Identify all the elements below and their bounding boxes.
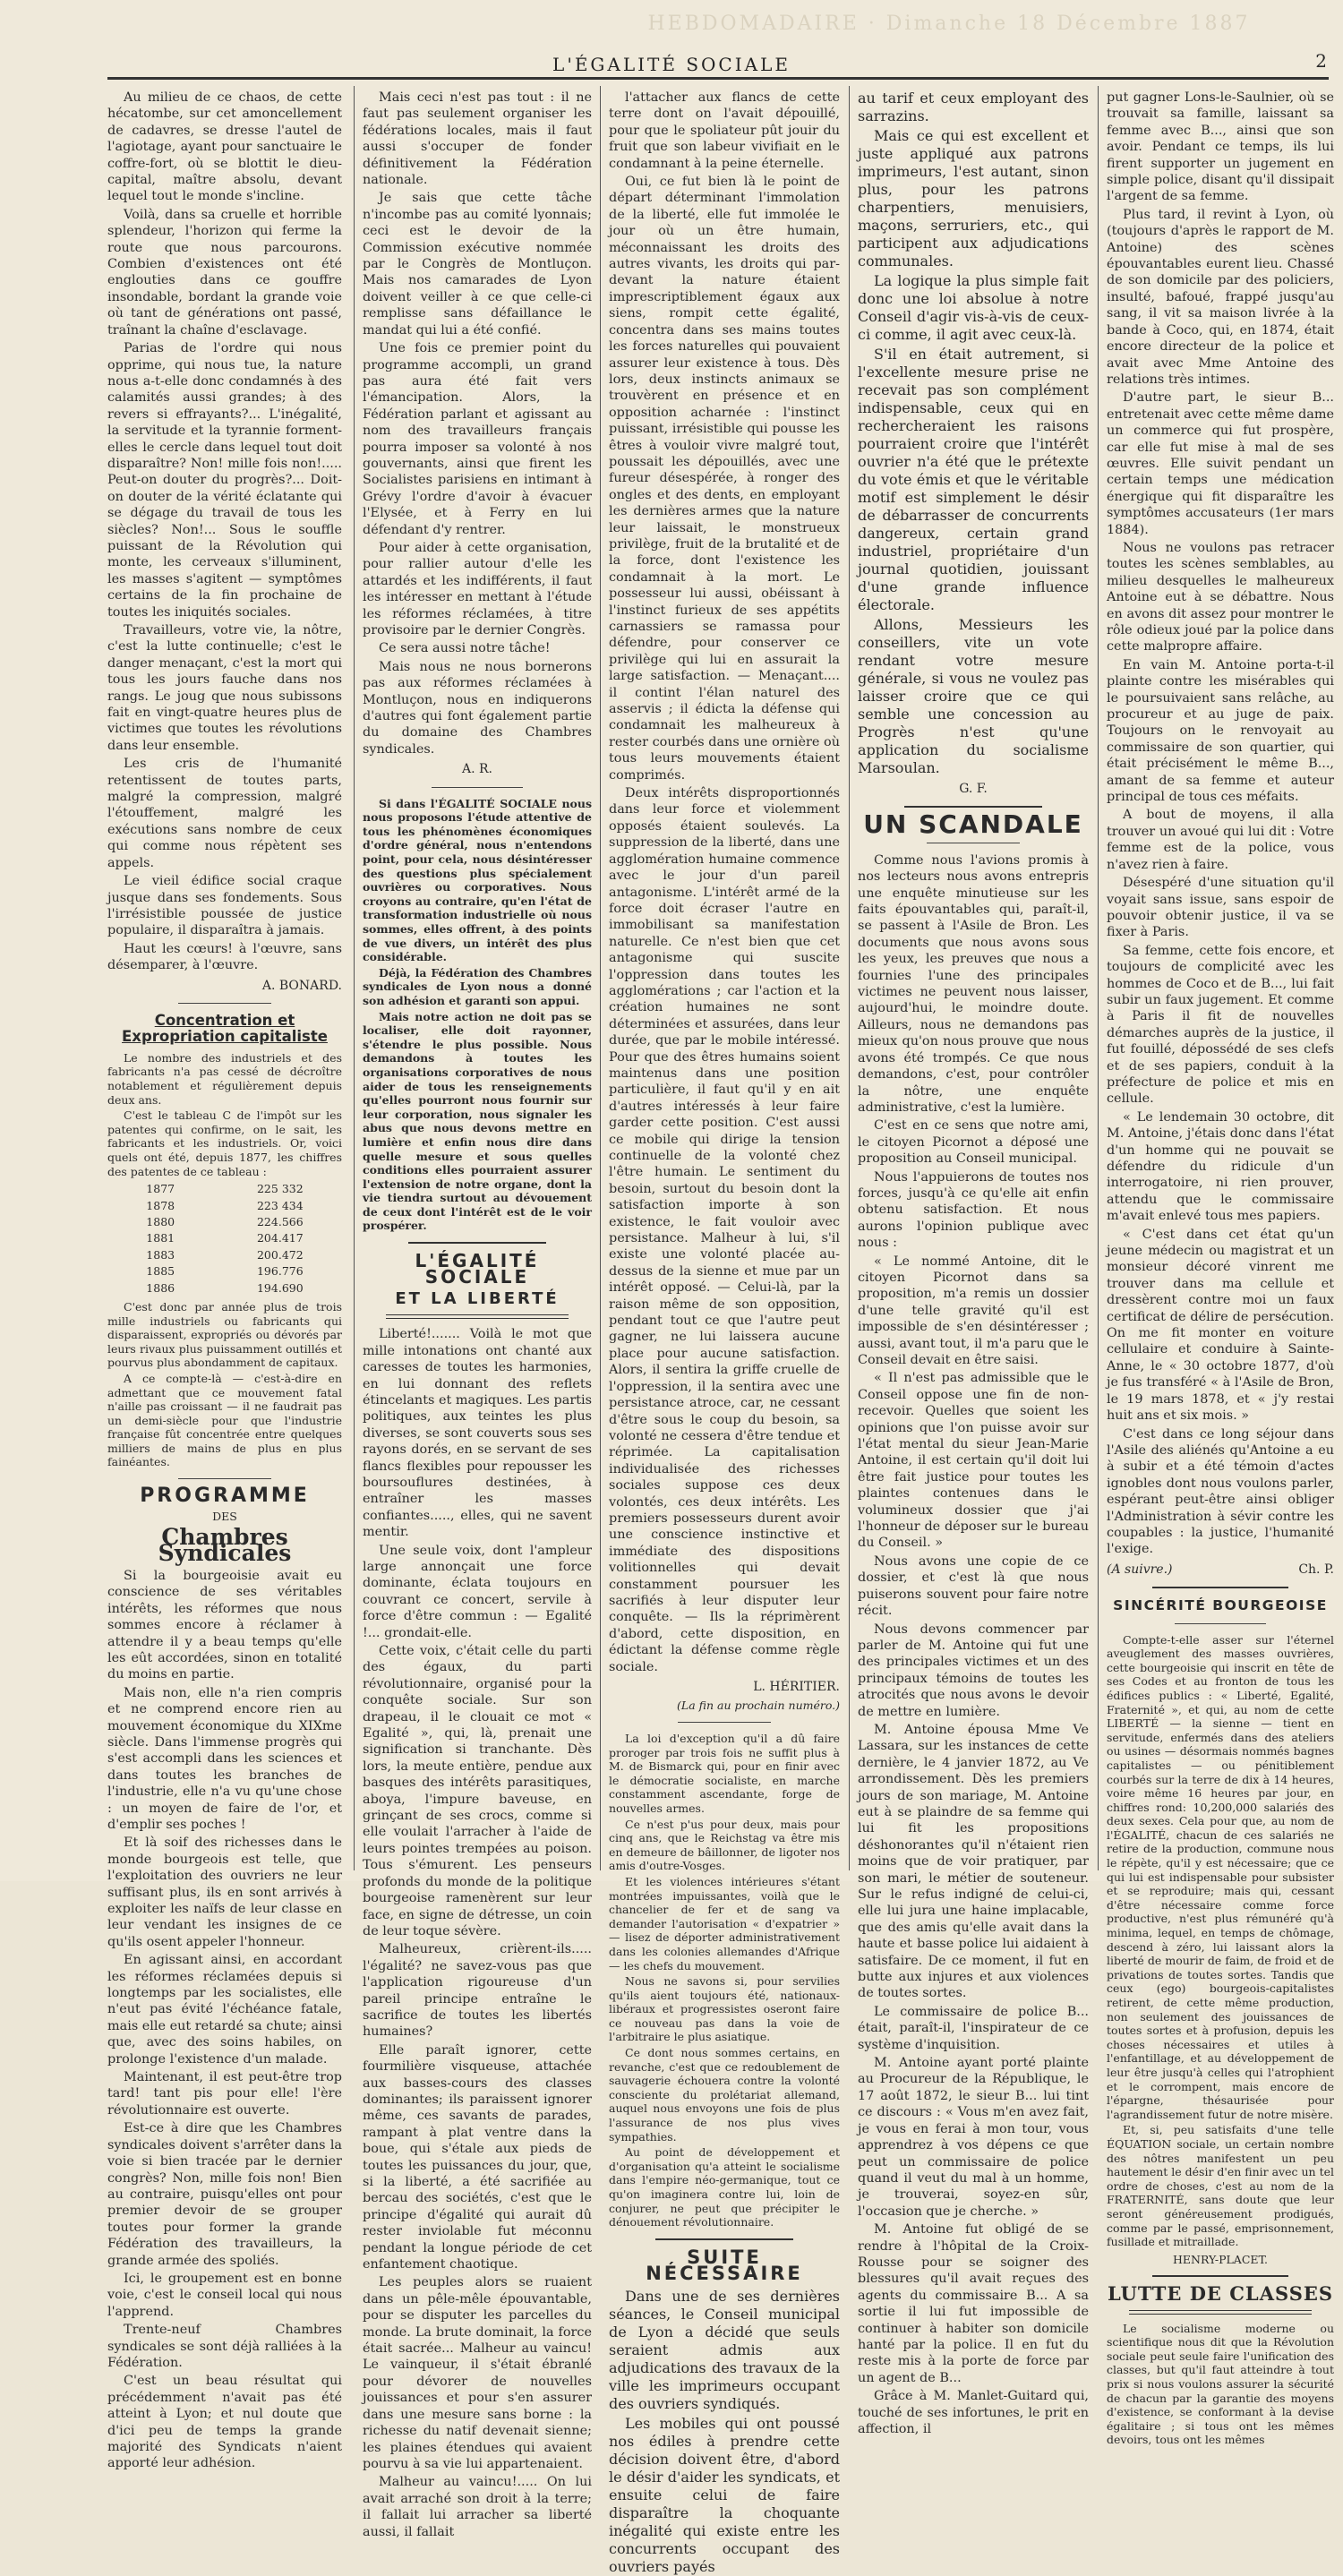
masthead [0,0,1343,75]
paragraph: Si dans l'ÉGALITÉ SOCIALE nous nous proposons l'étude attentive de tous les phénomènes économiques d'ordre général, nous n'entendons point, pour cela, nous désintéresser des questions plus spécialement ouvrières ou corporatives. Nous croyons au contraire, qu'en l'état de transformation industrielle où nous sommes, elles offrent, à des points de vue divers, un intérêt des plus considérable. [363,796,592,964]
paragraph: Dans une de ses dernières séances, le Conseil municipal de Lyon a décidé que seuls seraient admis aux adjudications des travaux de la ville les imprimeurs occupant des ouvriers syndiqués. [609,2287,840,2412]
paragraph: Les cris de l'humanité retentissent de toutes parts, malgré la compression, malgré l'étouffement, malgré les exécutions sans nombre de ceux qui comme nous répètent ses appels. [107,757,342,870]
paragraph: Une fois ce premier point du programme accompli, un grand pas aura été fait vers l'émancipation. Alors, la Fédération parlant et agissant au nom des travailleurs français pourra imposer sa volonté à nos gouvernants, ainsi que firent les Socialistes parisiens en intimant à Grévy l'ordre d'avoir à évacuer l'Elysée, et à Ferry en lui défendant d'y rentrer. [363,341,592,537]
year-cell: 1881 [146,1231,175,1245]
paragraph: Ce n'est p'us pour deux, mais pour cinq ans, que le Reichstag va être mis en demeure de bâillonner, de ligoter nos amis d'outre-Vosges. [609,1817,840,1873]
heading-egalite-sociale: L'ÉGALITÉ SOCIALE [415,1250,540,1288]
paragraph: Nous ne savons si, pour servilies qu'ils aient toujours été, nationaux-libéraux et progressistes oseront faire ce nouveau pas dans la voie de l'arbitraire le plus asiatique. [609,1974,840,2044]
paragraph: Ce dont nous sommes certains, en revanche, c'est que ce redoublement de sauvagerie échouera contre la volonté consciente du prolétariat allemand, auquel nous envoyons une fois de plus l'assurance de nos plus vives sympathies. [609,2046,840,2144]
paragraph: C'est dans ce long séjour dans l'Asile des aliénés qu'Antoine a eu à subir et a été témoin d'actes ignobles dont nous voulons parler, espérant peut-être ainsi obliger l'Administration à sévir contre les coupables : la justice, l'humanité l'exige. [1107,1426,1334,1557]
paragraph: Oui, ce fut bien là le point de départ déterminant l'immolation de la liberté, elle fut immolée le jour où un être humain, méconnaissant les droits des autres vivants, les droits qui par-devant la nature étaient imprescriptiblement égaux aux siens, rompit cette égalité, concentra dans ses mains toutes les forces naturelles qui pouvaient assurer leur existence à tous. Dès lors, deux instincts animaux se trouvèrent en présence et en opposition acharnée : l'instinct puissant, irrésistible qui pousse les êtres à vouloir vivre malgré tout, poussait les dépouillés, avec une fureur désespérée, à ronger des ongles et des dents, en employant les dernières armes que la nature leur laissait, le monstrueux privilège, fruit de la brutalité et de la force, dont l'existence les condamnait à la mort. Le possesseur lui aussi, obéissant à l'instinct furieux de ses appétits carnassiers se ramassa pour défendre, pour conserver ce privilège qui lui en assurait la large satisfaction. — Menaçant.... il contint l'élan naturel des asservis ; il édicta la défense qui condamnait les malheureux à rester courbés dans une ornière où tous leurs mouvements étaient comprimés. [609,175,840,783]
table-row [142,1263,306,1279]
column-3 [609,90,840,2575]
paragraph: Plus tard, il revint à Lyon, où (toujours d'après le rapport de M. Antoine) des scènes épouvantables eurent lieu. Chassé de son domicile par des policiers, insulté, bafoué, frappé jusqu'au sang, il vit sa maison livrée à la bande à Coco, qui, en 1874, était encore directeur de la police et avait avec Mme Antoine des relations très intimes. [1107,207,1334,387]
paragraph: Compte-t-elle asser sur l'éternel aveuglement des masses ouvrières, cette bourgeoisie qui inscrit en tête de ses Codes et au fronton de tous les édifices publics : « Liberté, Egalité, Fraternité », et qui, au nom de cette LIBERTÉ — la sienne — tient en servitude, enfermés dans des ateliers ou usines — désormais nommés bagnes capitalistes — ou pénitiblement courbés sur la terre de dix à 14 heures, voire même 16 heures par jour, en chiffres rond: 10,200,000 salariés des deux sexes. Cela pour que, au nom de l'ÉGALITÉ, chacun de ces salariés ne retire de la production, commune nous le répète, qu'il y est nécessaire; que ce qui lui est indispensable pour subsister et se reproduire; mais qui, cessant d'être nécessaire comme force productive, n'est plus rémunéré qu'à minima, lequel, en temps de chômage, descend à zéro, lui laissant alors la liberté de mourir de faim, de froid et de privations de toutes sortes. Tandis que ceux (ego) bourgeois-capitalistes retirent, de cette même production, non seulement des jouissances de toutes sortes et à profusion, depuis les choses nécessaires et utiles à l'enfantillage, et au développement de leur être jusqu'à celles qui l'atrophient et le corrompent, mais encore de l'épargne, thésaurisée pour l'agrandissement futur de notre misère. [1107,1632,1334,2121]
column-1 [107,90,342,2471]
paragraph: Deux intérêts disproportionnés dans leur force et violemment opposés étaient soulevés. La suppression de la liberté, dans une agglomération humaine commence avec le jour d'un pareil antagonisme. L'intérêt armé de la force doit écraser l'autre en immobilisant sa manifestation naturelle. Ce n'est bien que cet antagonisme qui suscite l'oppression dans toutes les agglomérations ; car l'action et la création humaines ne sont déterminées et assurées, dans leur durée, que par le mobile intéressé. Pour que des êtres humains soient maintenus dans une position particulière, il faut qu'il y en ait d'autres intéressés à leur faire garder cette position. C'est aussi ce mobile qui dirige la tension continuelle de la volonté chez l'être humain. Le sentiment du besoin, surtout du besoin dont la satisfaction importe à son existence, le fait vouloir avec persistance. Malheur à lui, s'il existe une volonté placée au-dessus de la sienne et mue par un intérêt opposé. — Celui-là, par la raison même de son opposition, pendant tout ce que l'autre peut gagner, ne lui laissera aucune place pour aucune satisfaction. Alors, il sentira la griffe cruelle de l'oppression, il la sentira avec une persistance atroce, car, ne cessant d'être sous le coup du besoin, sa volonté ne cessera d'être tendue et réprimée. La capitalisation individualisée des richesses sociales suppose ces deux volontés, ces deux intérêts. Les premiers possesseurs durent avoir une conscience instinctive et immédiate des dispositions volitionnelles qui devait constamment poursuer les sacrifiés à leur disputer leur conquête. — Ils la réprimèrent d'abord, cette disposition, en édictant la défense comme règle sociale. [609,786,840,1674]
paragraph: C'est donc par année plus de trois mille industriels ou fabricants qui disparaissent, expropriés ou dévorés par leurs rivaux plus puissamment outillés et pourvus plus abondamment de capitaux. [107,1299,342,1370]
paragraph: « C'est dans cet état qu'un jeune médecin ou magistrat et un monsieur décoré vinrent me trouver dans ma cellule et dressèrent contre moi un faux certificat de délire de persécution. On me fit monter en voiture cellulaire et conduire à Sainte-Anne, le « 30 octobre 1877, d'où je fus transféré « à l'Asile de Bron, le 19 mars 1878, et « j'y restai huit ans et six mois. » [1107,1227,1334,1424]
paragraph: En agissant ainsi, en accordant les réformes réclamées depuis si longtemps par les socialistes, elle n'eut pas évité l'échéance fatale, mais elle eut retardé sa chute; ainsi que, avec des soins habiles, on prolonge l'existence d'un malade. [107,1953,342,2067]
divider [178,1478,272,1479]
paragraph: Nous devons commencer par parler de M. Antoine qui fut une des principales victimes et un des principaux témoins de toutes les atrocités que nous avons le devoir de mettre en lumière. [858,1622,1089,1719]
paragraph: au tarif et ceux employant des sarrazins. [858,90,1089,124]
header-rule [107,77,1329,80]
paragraph: Le nombre des industriels et des fabricants n'a pas cessé de décroître notablement et régulièrement depuis deux ans. [107,1050,342,1107]
paragraph: A ce compte-là — c'est-à-dire en admettant que ce mouvement fatal n'aille pas croissant — il ne faudrait pas un demi-siècle pour que l'industrie française fût concentrée entre quelques milliers de mains de plus en plus fainéantes. [107,1371,342,1469]
value-cell: 223 434 [256,1198,304,1212]
paragraph: Allons, Messieurs les conseillers, vite un vote rendant votre mesure générale, si vous ne voulez pas laisser croire que ce qui semble une concession au Progrès n'est qu'une application du socialisme Marsoulan. [858,616,1089,776]
divider [655,2238,794,2240]
paragraph: La logique la plus simple fait donc une loi absolue à notre Conseil d'agir vis-à-vis de ceux-ci comme, il agit avec ceux-là. [858,272,1089,343]
paragraph: M. Antoine épousa Mme Ve Lassara, sur les instances de cette dernière, le 4 janvier 1872, au Ve arrondissement. Dès les premiers jours de son mariage, M. Antoine eut à se plaindre de sa femme qui lui fit les propositions déshonorantes qu'il n'étaient rien moins que de voir pratiquer, par son mari, le métier de souteneur. Sur le refus indigné de celui-ci, elle lui jura une haine implacable, que des amis qu'elle avait dans la haute et basse police lui aidaient à satisfaire. De ce moment, il fut en butte aux injures et aux violences de toutes sortes. [858,1722,1089,2001]
paragraph: Ici, le groupement est en bonne voie, c'est le conseil local qui nous l'apprend. [107,2271,342,2319]
value-cell: 224.566 [256,1214,304,1228]
year-cell: 1885 [146,1264,175,1279]
paragraph: Mais notre action ne doit pas se localiser, elle doit rayonner, s'étendre le plus possible. Nous demandons à toutes les organisations corporatives de nous aider de tous les renseignements qu'elles pourront nous fournir sur leur corporation, nous signaler les abus que nous devons mettre en lumière et enfin nous dire dans quelle mesure et sous quelles conditions elles pourraient assurer l'extension de notre organe, dont la vie tiendra surtout au dévouement de ceux dont l'intérêt est de le voir prospérer. [363,1009,592,1233]
news-brief [609,1732,840,2229]
paragraph: Et là soif des richesses dans le monde bourgeois est telle, que l'exploitation des ouvriers ne leur suffisant plus, ils en sont arrivés à exploiter les naïfs de leur classe en leur vendant les insignes de ce qu'ils osent appeler l'honneur. [107,1836,342,1949]
paragraph: Les mobiles qui ont poussé nos édiles à prendre cette décision doivent être, d'abord le désir d'aider les syndicats, et ensuite celui de faire disparaître la choquante inégalité qui existe entre les concurrents occupant des ouvriers payés [609,2414,840,2575]
table-row [142,1198,306,1214]
heading-lutte-de-classes: LUTTE DE CLASSES [1107,2282,1334,2306]
column-2 [363,90,592,2539]
heading-sincerite-bourgeoise: SINCÉRITÉ BOURGEOISE [1113,1597,1328,1614]
table-row [142,1247,306,1263]
signature: G. F. [959,782,988,796]
paragraph: Cette voix, c'était celle du parti des égaux, du parti révolutionnaire, organisé pour la conquête sociale. Sur son drapeau, il le clouait ce mot « Egalité », qui, là, prenait une signification si tranchante. Dès lors, la meute entière, pendue aux basques des intérêts parasitiques, aboya, l'impure baveuse, en grinçant de ses crocs, comme si elle voulait l'arracher à l'aide de leurs pointes trempées au poison. Tous s'émurent. Les penseurs profonds du monde de la politique bourgeoise ramenèrent sur leur face, en signe de détresse, un coin de leur toque sévère. [363,1644,592,1938]
paragraph: Elle paraît ignorer, cette fourmilière visqueuse, attachée aux basses-cours des classes dominantes; ils paraissent ignorer même, ces savants de parades, rampant à plat ventre dans la boue, qui s'étale aux pieds de toutes les puissances du jour, que, si la liberté, a été sacrifiée au bercau des sociétés, c'est que le principe d'égalité qui aurait dû rester inviolable fut méconnu pendant la longue période de cet enfantement chaotique. [363,2042,592,2272]
column-rule [600,86,601,1870]
column-rule [354,86,355,1870]
value-cell: 225 332 [256,1182,304,1196]
paragraph: Au milieu de ce chaos, de cette hécatombe, sur cet amoncellement de cadavres, se dresse l'autel de l'agiotage, ayant pour sanctuaire le coffre-fort, où se blottit le dieu-capital, maître absolu, devant lequel tout le monde s'incline. [107,90,342,204]
paragraph: C'est un beau résultat qui précédemment n'avait pas été atteint à Lyon; et nul doute que d'ici peu de temps la grande majorité des Syndicats n'aient apporté leur adhésion. [107,2374,342,2471]
value-cell: 194.690 [256,1280,304,1295]
paragraph: Au point de développement et d'organisation qu'a atteint le socialisme dans l'empire néo-germanique, tout ce qu'on imaginera contre lui, loin de conjurer, ne peut que précipiter le dénouement révolutionnaire. [609,2145,840,2229]
divider [1129,2310,1311,2315]
year-cell: 1877 [146,1182,175,1196]
column-4 [858,90,1089,2436]
paragraph: C'est en ce sens que notre ami, le citoyen Picornot a déposé une proposition au Conseil municipal. [858,1118,1089,1167]
column-rule [849,86,850,1870]
heading-liberte: ET LA LIBERTÉ [395,1288,560,1308]
heading-suite-necessaire: SUITE NÉCESSAIRE [646,2246,803,2285]
signature: A. R. [461,762,492,777]
bleed-through-text: HEBDOMADAIRE · Dimanche 18 Décembre 1887 [647,13,1251,35]
value-cell: 196.776 [256,1264,304,1279]
paragraph: Le vieil édifice social craque jusque dans ses fondements. Sous l'irrésistible poussée de justice populaire, il disparaîtra à jamais. [107,874,342,938]
paragraph: Trente-neuf Chambres syndicales se sont déjà ralliées à la Fédération. [107,2323,342,2370]
heading-des: DES [212,1510,237,1524]
paragraph: Je sais que cette tâche n'incombe pas au comité lyonnais; ceci est le devoir de la Commission exécutive nommée par le Congrès de Montluçon. Mais nos camarades de Lyon doivent veiller à ce que celle-ci remplisse sans défaillance le mandat qui lui a été confié. [363,191,592,338]
paragraph: Déjà, la Fédération des Chambres syndicales de Lyon nous a donné son adhésion et garanti son appui. [363,965,592,1007]
table-row [142,1214,306,1230]
divider [386,1314,569,1319]
paragraph: Si la bourgeoisie avait eu conscience de ses véritables intérêts, les réformes que nous sommes encore à réclamer à attendre il y a beau temps qu'elle les eût accordées, sinon en totalité du moins en partie. [107,1568,342,1682]
paragraph: Et les violences intérieures s'étant montrées impuissantes, voilà que le chancelier de fer et de sang va demander l'autorisation « d'expatrier » — lisez de déporter administrativement dans les colonies allemandes d'Afrique — les chefs du mouvement. [609,1874,840,1973]
year-cell: 1883 [146,1247,175,1262]
signature: Ch. P. [1298,1562,1334,1577]
to-be-continued: (A suivre.) [1107,1562,1173,1577]
paragraph: Mais non, elle n'a rien compris et ne comprend encore rien au mouvement économique du XIXme siècle. Dans l'immense progrès qui s'est accompli dans les sciences et dans toutes les branches de l'industrie, elle n'a vu qu'une chose : un moyen de faire de l'or, et d'emplir ses poches ! [107,1685,342,1832]
paragraph: Pour aider à cette organisation, pour rallier autour d'elle les attardés et les indifférents, il faut les intéresser en mettant à l'étude les réformes réclamées, à titre provisoire par le dernier Congrès. [363,540,592,638]
paragraph: Sa femme, cette fois encore, et toujours de complicité avec les hommes de Coco et de B..., lui fait subir un faux jugement. Et comme à Paris il fit de nouvelles démarches auprès de la justice, il fut fouillé, dépossédé de ses clefs et de ses papiers, conduit à la préfecture de police et mis en cellule. [1107,943,1334,1107]
page-number: 2 [1315,50,1327,72]
paragraph: Est-ce à dire que les Chambres syndicales doivent s'arrêter dans la voie si bien tracée par le dernier congrès? Non, mille fois non! Bien au contraire, puisqu'elles ont pour premier devoir de se grouper toutes pour former la grande Fédération des travailleurs, la grande armée des spoliés. [107,2121,342,2268]
paragraph: Travailleurs, votre vie, la nôtre, c'est la lutte continuelle; c'est le danger menaçant, c'est la mort qui tous les jours fauche dans nos rangs. Le joug que nous subissons fait en vingt-quatre heures plus de victimes que toutes les révolutions dans leur ensemble. [107,623,342,753]
patents-table [142,1181,306,1297]
paragraph: l'attacher aux flancs de cette terre dont on l'avait dépouillé, pour que le spoliateur pût jouir du fruit que son labeur vivifiait en le condamnant à la peine éternelle. [609,90,840,171]
paragraph: M. Antoine ayant porté plainte au Procureur de la République, le 17 août 1872, le sieur B... lui tint ce discours : « Vous m'en avez fait, je vous en ferai à mon tour, vous apprendrez à vos dépens ce que peut un commissaire de police quand il veut du mal à un homme, je trouverai, soyez-en sûr, l'occasion que je cherche. » [858,2056,1089,2219]
paragraph: put gagner Lons-le-Saulnier, où se trouvait sa famille, laissant sa femme avec B..., ainsi que son avoir. Pendant ce temps, ils lui firent supporter un jugement en simple police, disant qu'il dissipait l'argent de sa femme. [1107,90,1334,204]
paragraph: « Il n'est pas admissible que le Conseil oppose une fin de non-recevoir. Quelles que soient les opinions que l'on puisse avoir sur l'état mental du sieur Jean-Marie Antoine, il est certain qu'il doit lui être fait justice pour toutes les plaintes contenues dans le volumineux dossier que j'ai l'honneur de déposer sur le bureau du Conseil. » [858,1371,1089,1551]
paragraph: Mais nous ne nous bornerons pas aux réformes réclamées à Montluçon, nous en indiquerons d'autres qui font également partie du domaine des Chambres syndicales. [363,659,592,757]
paragraph: D'autre part, le sieur B... entretenait avec cette même dame un commerce qui fut prospère, car elle fut mise à mal de ses œuvres. Elle suivit pendant un certain temps une médication énergique qui fit disparaître les symptômes accusateurs (1er mars 1884). [1107,390,1335,537]
year-cell: 1880 [146,1214,175,1228]
paragraph: Grâce à M. Manlet-Guitard qui, touché de ses infortunes, le prit en affection, il [858,2389,1089,2436]
paragraph: Maintenant, il est peut-être trop tard! tant pis pour elle! l'ère révolutionnaire est ouverte. [107,2070,342,2118]
paragraph: M. Antoine fut obligé de se rendre à l'hôpital de la Croix-Rousse pour se soigner des blessures qu'il avait reçues des agents du commissaire B... A sa sortie il lui fut impossible de continuer à habiter son domicile hanté par la police. Il en fut du reste mis à la porte de force par un agent de B... [858,2222,1089,2385]
divider [1175,1623,1266,1624]
table-row [142,1181,306,1197]
paragraph: Et, si, peu satisfaits d'une telle ÉQUATION sociale, un certain nombre des nôtres manifestent un peu hautement le désir d'en finir avec un tel ordre de choses, c'est au nom de la FRATERNITÉ, sans doute que leur seront généreusement prodigués, comme par le passé, emprisonnement, fusillade et mitraillade. [1107,2123,1334,2249]
paragraph: A bout de moyens, il alla trouver un avoué qui lui dit : Votre femme est de la police, vous n'avez rien à faire. [1107,808,1334,872]
column-rule [1098,86,1099,1870]
running-title: L'ÉGALITÉ SOCIALE [552,54,791,75]
divider [408,1242,546,1244]
paragraph: Mais ce qui est excellent et juste appliqué aux patrons imprimeurs, l'est autant, sinon plus, pour les patrons charpentiers, menuisiers, maçons, serruriers, etc., qui participent aux adjudications communales. [858,127,1089,270]
paragraph: Liberté!....... Voilà le mot que mille intonations ont chanté aux caresses de toutes les harmonies, en lui donnant des reflets étincelants et magiques. Les partis politiques, aux teintes les plus diverses, se sont couverts sous ses rayons dorés, en se servant de ses flancs flexibles pour repousser les boursouflures destinées, à entraîner les masses confiantes....., elles, qui ne savent mentir. [363,1327,592,1540]
paragraph: Le socialisme moderne ou scientifique nous dit que la Révolution sociale peut seule faire l'unification des classes, but qu'il faut atteindre à tout prix si nous voulons assurer la sécurité de chacun par la garantie des moyens d'existence, se conformant à la devise égalitaire ; si tous ont les mêmes devoirs, tous ont les mêmes [1107,2321,1334,2447]
paragraph: Parias de l'ordre qui nous opprime, qui nous tue, la nature nous a-t-elle donc condamnés à des calamités aussi grandes; à des revers si effrayants?... L'inégalité, la servitude et la tyrannie forment-elles le cercle dans lequel tout doit disparaître? Non! mille fois non!..... Peut-on douter du progrès?... Doit-on douter de la vérité éclatante qui se dégage du travail de tous les siècles? Non!... Sous le souffle puissant de la Révolution qui monte, les cerveaux s'illuminent, les masses s'agitent — symptômes certains de la fin prochaine de toutes les iniquités sociales. [107,341,342,620]
paragraph: « Le lendemain 30 octobre, dit M. Antoine, j'étais donc dans l'état d'un homme qui ne pouvait se défendre du ridicule d'un interrogatoire, ni rien prouver, attendu que le commissaire m'avait enlevé tous mes papiers. [1107,1109,1334,1224]
paragraph: Nous l'appuierons de toutes nos forces, jusqu'à ce qu'elle ait enfin obtenu satisfaction. Et nous aurons l'opinion publique avec nous : [858,1169,1089,1251]
paragraph: Voilà, dans sa cruelle et horrible splendeur, l'horizon qui ferme la route que nous parcourons. Combien d'existences ont été englouties dans ce gouffre insondable, bordant la grande voie où tant de générations ont passé, traînant la chaîne d'esclavage. [107,207,342,338]
paragraph: Une seule voix, dont l'ampleur large annonçait une force dominante, éclata toujours en couvrant ce concert, servile à force d'être commun : — Egalité !... grondait-elle. [363,1543,592,1640]
divider [1152,1587,1288,1588]
paragraph: Mais ceci n'est pas tout : il ne faut pas seulement organiser les fédérations locales, mais il faut aussi s'occuper de fonder définitivement la Fédération nationale. [363,90,592,188]
paragraph: Désespéré d'une situation qu'il voyait sans issue, sans espoir de pouvoir obtenir justice, il va se fixer à Paris. [1107,876,1334,940]
divider [1152,2275,1288,2277]
column-5 [1107,90,1335,2447]
paragraph: Comme nous l'avions promis à nos lecteurs nous avons entrepris une enquête minutieuse sur les faits épouvantables qui, paraît-il, se passent à l'Asile de Bron. Les documents que nous avons sous les yeux, les preuves que nous a fournies l'une des principales victimes ne peuvent nous laisser, aujourd'hui, le moindre doute. Ailleurs, nous ne demandons pas mieux qu'on nous prouve que nous avons été trompés. Ce que nous demandons, c'est, pour contrôler la nôtre, une enquête administrative, c'est la lumière. [858,852,1089,1115]
paragraph: Nous avons une copie de ce dossier, et c'est là que nous puiserons souvent pour faire notre récit. [858,1553,1089,1619]
value-cell: 204.417 [256,1231,304,1245]
divider [904,806,1043,808]
year-cell: 1886 [146,1280,175,1295]
paragraph: « Le nommé Antoine, dit le citoyen Picornot dans sa proposition, m'a remis un dossier d'une telle gravité qu'il est impossible de s'en désintéresser ; aussi, avant tout, il m'a paru que le Conseil devait en être saisi. [858,1254,1089,1367]
signature: L. HÉRITIER. [753,1680,840,1694]
table-row [142,1280,306,1297]
continuation-note: (La fin au prochain numéro.) [677,1699,840,1713]
signature: A. BONARD. [261,978,342,993]
divider [678,1722,770,1723]
paragraph: C'est le tableau C de l'impôt sur les patentes qui confirme, on le sait, les fabricants et les industriels. Or, voici quels ont été, depuis 1877, les chiffres des patentes de ce tableau : [107,1108,342,1178]
value-cell: 200.472 [256,1247,304,1262]
heading-concentration: Concentration et Expropriation capitaliste [122,1011,328,1046]
paragraph: La loi d'exception qu'il a dû faire proroger par trois fois ne suffit plus à M. de Bismarck qui, pour en finir avec le démocratie socialiste, en marche constamment ascendante, forge de nouvelles armes. [609,1732,840,1815]
heading-programme: PROGRAMME [140,1485,310,1508]
signature-line [1107,1562,1334,1578]
paragraph: En vain M. Antoine porta-t-il plainte contre les misérables qui le poursuivaient sans relâche, au procureur et au juge de paix. Toujours on le renvoyait au commissaire de son quartier, qui était précisément le même B..., amant de sa femme et auteur principal de tous ces méfaits. [1107,657,1334,805]
paragraph: Nous ne voulons pas retracer toutes les scènes semblables, au milieu desquelles le malheureux Antoine eut à se débattre. Nous en avons dit assez pour montrer le rôle odieux joué par la police dans cette malpropre affaire. [1107,540,1334,655]
signature: HENRY-PLACET. [1173,2252,1268,2266]
year-cell: 1878 [146,1198,175,1212]
paragraph: Les peuples alors se ruaient dans un pêle-mêle épouvantable, pour se disputer les parcelles du monde. La brute dominait, la force était sacrée... Malheur au vaincu! Le vainqueur, il s'était ébranlé pour dévorer de nouvelles jouissances et pour s'en assurer dans une mesure sans borne : la richesse du natif devenait sienne; les plaines étendues qui avaient pourvu à sa vie lui appartenaient. [363,2275,592,2471]
paragraph: Malheureux, crièrent-ils..... l'égalité? ne savez-vous pas que l'application rigoureuse d'un pareil principe entraîne le sacrifice de toutes les libertés humaines? [363,1942,592,2040]
heading-un-scandale: UN SCANDALE [863,809,1083,840]
paragraph: Ce sera aussi notre tâche! [379,641,551,656]
paragraph: Haut les cœurs! à l'œuvre, sans désemparer, à l'œuvre. [107,941,342,973]
divider [432,787,523,788]
paragraph: Malheur au vaincu!..... On lui avait arraché son droit à la terre; il fallait lui arracher sa liberté aussi, il fallait [363,2475,592,2539]
paragraph: S'il en était autrement, si l'excellente mesure prise ne recevait pas son complément indispensable, ceux qui en rechercheraient les raisons pourraient croire que l'intérêt ouvrier n'a été que le prétexte du vote émis et que le véritable motif est simplement le désir de débarrasser de concurrents dangereux, certain grand industriel, propriétaire d'un journal quotidien, jouissant d'une grande influence électorale. [858,346,1089,613]
table-row [142,1230,306,1246]
heading-chambres: Chambres Syndicales [158,1524,292,1567]
paragraph: Le commissaire de police B... était, paraît-il, l'inspirateur de ce système d'inquisition. [858,2004,1089,2052]
divider [178,1003,272,1004]
